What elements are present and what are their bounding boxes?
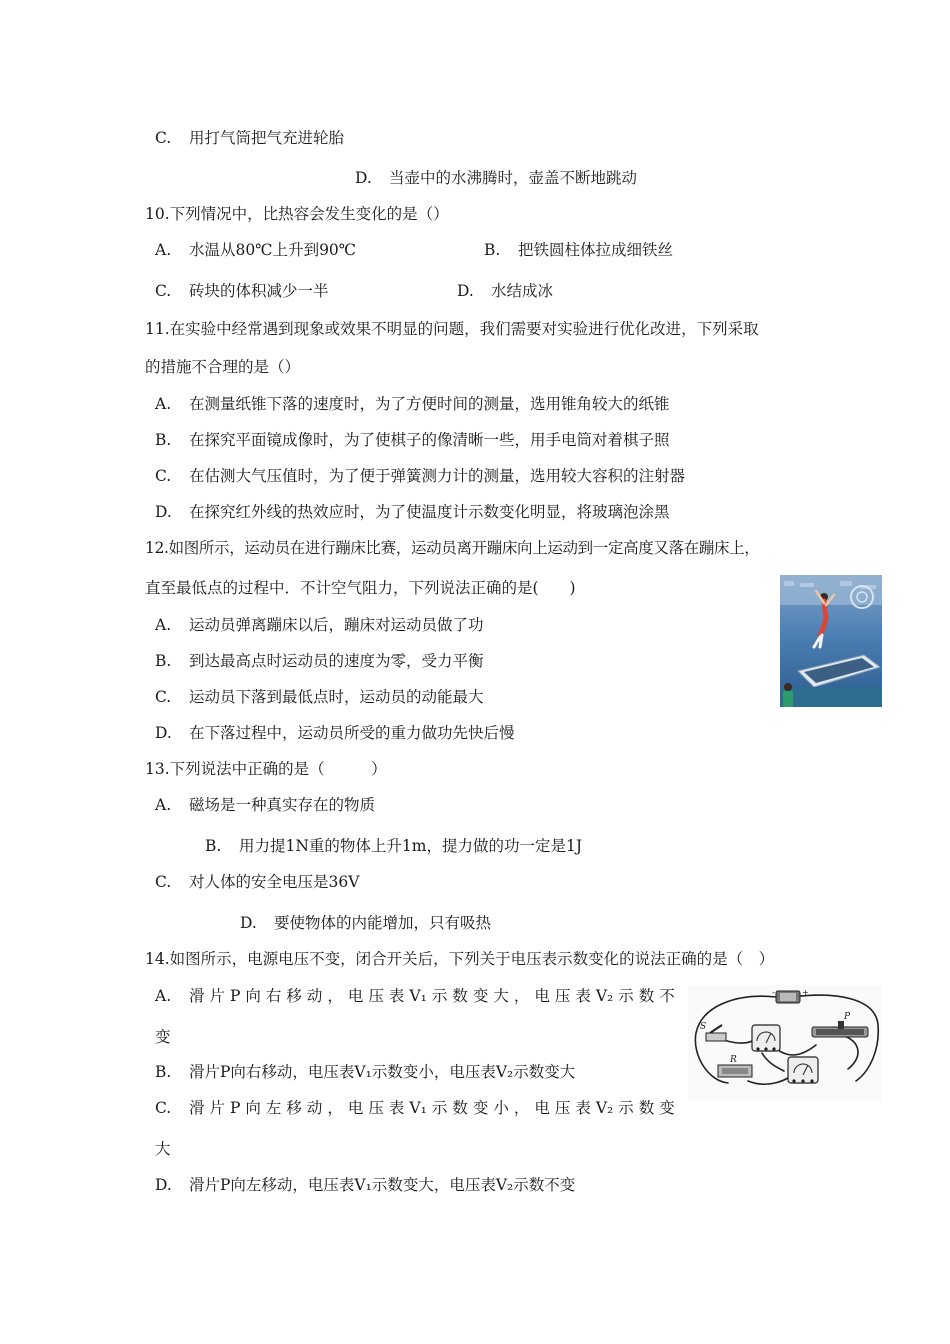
option-text-justified <box>189 986 675 1006</box>
option-text-char: 示 <box>431 1099 448 1117</box>
option-text-char: 示 <box>618 987 634 1005</box>
option-letter: B. <box>484 241 501 259</box>
option-letter: D. <box>457 282 474 300</box>
option-text: 运动员下落到最低点时，运动员的动能最大 <box>189 688 484 706</box>
option-text: 运动员弹离蹦床以后，蹦床对运动员做了功 <box>189 616 484 634</box>
option-letter: A. <box>155 987 172 1005</box>
option-text-char: 小 <box>493 1099 509 1117</box>
option-text-char: 压 <box>554 1099 571 1117</box>
resistor-label: R <box>730 1055 737 1065</box>
option-letter: D. <box>155 724 172 742</box>
option-text-justified <box>189 1098 675 1118</box>
svg-text:+: + <box>802 988 809 997</box>
option-letter: C. <box>155 129 172 147</box>
option-text-char: V₂ <box>595 1099 614 1117</box>
option-text: 在测量纸锥下落的速度时，为了方便时间的测量，选用锥角较大的纸锥 <box>189 395 670 413</box>
q11-option-c <box>155 466 685 486</box>
option-text-char: ， <box>513 987 530 1005</box>
option-text: 用力提1N重的物体上升1m，提力做的功一定是1J <box>239 837 583 855</box>
q11-option-b <box>155 430 670 450</box>
option-text-char: 片 <box>209 987 226 1005</box>
q9-option-d <box>355 168 637 188</box>
option-text: 砖块的体积减少一半 <box>189 282 329 300</box>
option-text-char: 动 <box>306 1099 323 1117</box>
q13-option-a <box>155 795 375 815</box>
option-text-char: ， <box>327 987 343 1005</box>
option-letter: A. <box>155 796 172 814</box>
option-text-char: ， <box>513 1099 530 1117</box>
option-text-char: 变 <box>472 987 489 1005</box>
option-text: 把铁圆柱体拉成细铁丝 <box>518 241 674 259</box>
option-text-char: 动 <box>306 987 323 1005</box>
option-text-char: 表 <box>575 1099 591 1117</box>
q12-stem-line1: 12.如图所示，运动员在进行蹦床比赛，运动员离开蹦床向上运动到一定高度又落在蹦床上， <box>145 539 760 557</box>
q9-option-c <box>155 128 344 148</box>
q14-option-b <box>155 1062 575 1082</box>
option-text-char: 左 <box>265 1099 282 1117</box>
option-text-char: 示 <box>618 1099 634 1117</box>
option-text: 滑片P向左移动，电压表V₁示数变大，电压表V₂示数不变 <box>189 1176 576 1194</box>
option-text-char: 电 <box>347 987 364 1005</box>
option-text-char: 变 <box>659 1099 675 1117</box>
q14-option-a <box>155 986 675 1006</box>
option-text: 水温从80℃上升到90℃ <box>189 241 357 259</box>
option-letter: D. <box>155 503 172 521</box>
q12-option-b <box>155 651 484 671</box>
option-letter: B. <box>205 837 222 855</box>
option-text-char: 压 <box>368 987 384 1005</box>
option-letter: A. <box>155 616 172 634</box>
option-text-char: 数 <box>452 987 468 1005</box>
q11-option-a <box>155 394 670 414</box>
q13-option-c <box>155 872 359 892</box>
circuit-diagram-svg <box>688 985 882 1100</box>
option-letter: C. <box>155 1099 172 1117</box>
option-text-char: 向 <box>245 987 261 1005</box>
option-text-char: 压 <box>368 1099 384 1117</box>
q11-option-d <box>155 502 670 522</box>
option-text: 在估测大气压值时，为了便于弹簧测力计的测量，选用较大容积的注射器 <box>189 467 686 485</box>
option-text-char: 示 <box>431 987 448 1005</box>
option-text-char: 表 <box>575 987 591 1005</box>
q13-option-d <box>240 913 491 933</box>
option-letter: D. <box>155 1176 172 1194</box>
option-text: 在下落过程中，运动员所受的重力做功先快后慢 <box>189 724 515 742</box>
option-text-char: V₁ <box>409 1099 427 1117</box>
q12-stem-line2: 直至最低点的过程中．不计空气阻力，下列说法正确的是( ) <box>145 579 576 597</box>
option-text-char: 表 <box>388 1099 405 1117</box>
option-text-char: V₁ <box>409 987 427 1005</box>
q14-option-a-wrap: 变 <box>155 1028 171 1046</box>
q10-option-c <box>155 281 329 301</box>
option-text-char: 数 <box>638 1099 655 1117</box>
q12-option-a <box>155 615 484 635</box>
q12-option-c <box>155 687 484 707</box>
q10-option-d <box>457 281 553 301</box>
option-text-char: 向 <box>245 1099 261 1117</box>
option-letter: D. <box>240 914 257 932</box>
q14-option-c-wrap: 大 <box>155 1140 171 1158</box>
option-text: 用打气筒把气充进轮胎 <box>189 129 345 147</box>
option-letter: C. <box>155 873 172 891</box>
option-text-char: V₂ <box>595 987 614 1005</box>
option-text: 在探究平面镜成像时，为了使棋子的像清晰一些，用手电筒对着棋子照 <box>189 431 670 449</box>
q10-option-a <box>155 240 356 260</box>
q11-stem-line2: 的措施不合理的是（） <box>145 358 301 376</box>
q14-stem: 14.如图所示，电源电压不变，闭合开关后，下列关于电压表示数变化的说法正确的是（ ） <box>145 950 775 968</box>
option-letter: B. <box>155 1063 172 1081</box>
voltmeter-1 <box>752 1025 780 1051</box>
option-text: 在探究红外线的热效应时，为了使温度计示数变化明显，将玻璃泡涂黑 <box>189 503 670 521</box>
trampoline-photo <box>780 575 882 707</box>
q10-option-b <box>484 240 673 260</box>
option-text-char: 不 <box>659 987 675 1005</box>
option-text: 要使物体的内能增加，只有吸热 <box>274 914 492 932</box>
option-text-char: P <box>230 987 241 1005</box>
svg-text:-: - <box>772 988 775 997</box>
option-text-char: 变 <box>472 1099 489 1117</box>
q10-stem: 10.下列情况中，比热容会发生变化的是（） <box>145 205 449 223</box>
option-text: 到达最高点时运动员的速度为零，受力平衡 <box>189 652 484 670</box>
option-text-char: 压 <box>554 987 571 1005</box>
option-letter: D. <box>355 169 372 187</box>
option-text-char: 电 <box>534 1099 550 1117</box>
q13-stem: 13.下列说法中正确的是（ ） <box>145 760 387 778</box>
option-text-char: ， <box>327 1099 343 1117</box>
q14-option-d <box>155 1175 575 1195</box>
option-text-char: 滑 <box>189 1099 205 1117</box>
trampoline-photo-svg <box>780 575 882 707</box>
option-text-char: 电 <box>534 987 550 1005</box>
option-text-char: 片 <box>209 1099 226 1117</box>
circuit-diagram <box>688 985 882 1100</box>
q12-option-d <box>155 723 515 743</box>
voltmeter-2 <box>788 1057 818 1083</box>
option-text: 对人体的安全电压是36V <box>189 873 360 891</box>
option-text-char: 移 <box>286 1099 302 1117</box>
option-letter: B. <box>155 652 172 670</box>
option-text-char: 滑 <box>189 987 205 1005</box>
option-letter: C. <box>155 282 172 300</box>
option-letter: A. <box>155 241 172 259</box>
q13-option-b <box>205 836 582 856</box>
option-text-char: 数 <box>638 987 655 1005</box>
slider-label: P <box>844 1012 851 1022</box>
option-text-char: 电 <box>347 1099 364 1117</box>
option-text-char: 数 <box>452 1099 468 1117</box>
option-letter: C. <box>155 688 172 706</box>
option-text-char: 移 <box>286 987 302 1005</box>
q14-option-c <box>155 1098 675 1118</box>
option-text-char: 表 <box>388 987 405 1005</box>
option-text-char: 右 <box>265 987 282 1005</box>
option-text-char: 大 <box>493 987 509 1005</box>
option-text: 当壶中的水沸腾时，壶盖不断地跳动 <box>389 169 638 187</box>
option-text: 磁场是一种真实存在的物质 <box>189 796 376 814</box>
option-letter: B. <box>155 431 172 449</box>
option-text-char: P <box>230 1099 241 1117</box>
option-text: 水结成冰 <box>491 282 554 300</box>
option-letter: A. <box>155 395 172 413</box>
switch-label: S <box>700 1022 707 1032</box>
option-text: 滑片P向右移动，电压表V₁示数变小，电压表V₂示数变大 <box>189 1063 576 1081</box>
q11-stem-line1: 11.在实验中经常遇到现象或效果不明显的问题，我们需要对实验进行优化改进，下列采取 <box>145 320 759 338</box>
option-letter: C. <box>155 467 172 485</box>
